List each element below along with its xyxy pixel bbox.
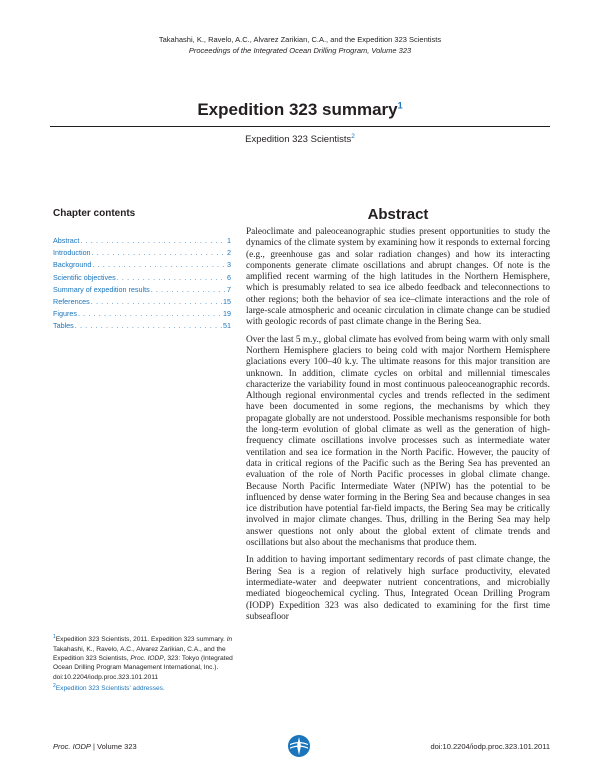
toc-item-references[interactable]: References . . . 15	[53, 296, 231, 308]
toc-item-summary-of-results[interactable]: Summary of expedition results . . . 7	[53, 284, 231, 296]
toc-item-scientific-objectives[interactable]: Scientific objectives . . . 6	[53, 272, 231, 284]
authors-line	[0, 133, 600, 145]
title-text: Expedition 323 summary	[197, 100, 398, 119]
toc-item-figures[interactable]: Figures . . . 19	[53, 308, 231, 320]
toc-item-tables[interactable]: Tables . . . 51	[53, 320, 231, 332]
authors-text: Expedition 323 Scientists	[245, 134, 352, 146]
title-divider	[50, 126, 550, 127]
header-citation: Takahashi, K., Ravelo, A.C., Alvarez Zarikian, C.A., and the Expedition 323 Scientists	[158, 35, 442, 44]
footnote-2: $^2$Expedition 323 Scientists' addresses.	[53, 683, 165, 693]
authors-footnote-link[interactable]: 2	[351, 133, 355, 140]
chapter-contents-heading: Chapter contents	[53, 208, 136, 219]
abstract-body	[246, 227, 550, 629]
running-header	[0, 34, 600, 56]
iodp-logo-icon	[287, 734, 311, 758]
author-addresses-link[interactable]: Expedition 323 Scientists' addresses.	[55, 685, 165, 693]
title-footnote-link[interactable]: 1	[397, 100, 403, 111]
toc-item-background[interactable]: Background . . . 3	[53, 259, 231, 271]
footnotes	[53, 633, 235, 694]
toc-item-abstract[interactable]: Abstract . . . 1	[53, 235, 231, 247]
abstract-paragraph: In addition to having important sedimentary records of past climate change, the Bering Sea is a region of relatively high surface productivity, elevated intermediate-water and deepwater nutrient concentrations, and microbially mediated biogeochemical cycling. Thus, Integrated Ocean Drilling Program (IODP) Expedition 323 was also dedicated to examining for the first time subseafloor	[246, 555, 550, 622]
abstract-heading: Abstract	[367, 206, 429, 223]
page-title	[0, 100, 600, 120]
footnote-1: $^1$Expedition 323 Scientists, 2011. Expedition 323 summary. In Takahashi, K., Ravelo, A.C., Alvarez Zarikian, C.A., and the Expedition 323 Scientists, Proc. IODP, 323: Tokyo (Integrated Ocean Drilling Program Management International, Inc.). doi:10.2204/iodp.proc.323.101.2011	[53, 634, 233, 681]
footnote-doi: doi:10.2204/iodp.proc.323.101.2011	[53, 673, 159, 681]
abstract-paragraph: Paleoclimate and paleoceanographic studies present opportunities to study the dynamics of the climate system by examining how it responds to external forcing (e.g., greenhouse gas and solar radiation changes) and how its interacting components generate climate oscillations and abrupt changes. Of note is the amplified recent warming of the high latitudes in the Northern Hemisphere, which is presumably related to sea ice albedo feedback and teleconnections to other regions; both the behavior of sea ice–climate interactions and the role of large-scale atmospheric and oceanic circulation in climate change can be studied with geologic records of past climate change in the Bering Sea.	[246, 227, 550, 328]
footer-journal: Proc. IODP | Volume 323	[53, 742, 137, 751]
toc-item-introduction[interactable]: Introduction . . . 2	[53, 247, 231, 259]
header-proceedings: Proceedings of the Integrated Ocean Drilling Program, Volume 323	[188, 46, 412, 55]
footer-doi: doi:10.2204/iodp.proc.323.101.2011	[430, 742, 550, 751]
chapter-contents-list	[53, 235, 231, 333]
abstract-paragraph: Over the last 5 m.y., global climate has evolved from being warm with only small Northern Hemisphere glaciers to being cold with major Northern Hemisphere glaciations every 100–40 k.y. The ultimate reasons for this major transition are unknown. In addition, climate cycles on orbital and millennial timescales characterize the variability found in most continuous paleoceanographic records. Although regional environmental cycles and trends reflected in the sediment have been documented in some regions, the mechanisms by which they propagate globally are not understood. Possible mechanisms responsible for both the long-term evolution of global climate as well as the generation of high-frequency climate oscillations involve processes such as intermediate water ventilation and sea ice formation in the North Pacific. However, the paucity of data in critical regions of the Pacific such as the Bering Sea has prevented an evaluation of the role of North Pacific processes in global climate change. Because North Pacific Intermediate Water (NPIW) has the potential to be influenced by dense water forming in the Bering Sea and because changes in sea ice distribution have potential far-field impacts, the Bering Sea may be critically involved in major climate changes. Thus, drilling in the Bering Sea may help answer questions not only about the global extent of climate trends and oscillations but also about the mechanisms that produce them.	[246, 334, 550, 549]
